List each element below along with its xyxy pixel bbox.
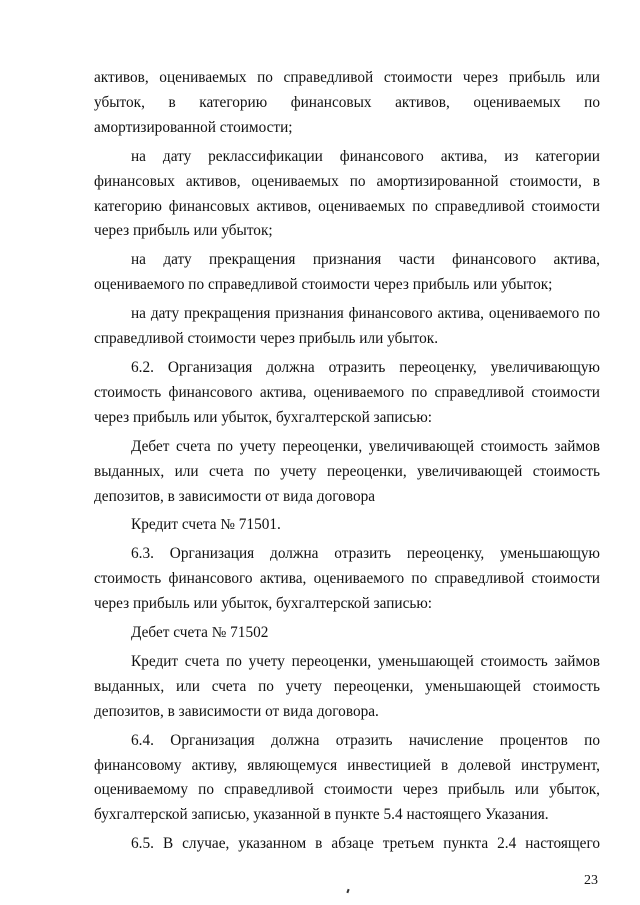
paragraph-6-5: 6.5. В случае, указанном в абзаце третьем пункта 2.4 настоящего	[131, 835, 600, 853]
scan-artifact	[346, 889, 349, 893]
paragraph-credit-decrease: Кредит счета по учету переоценки, уменьшающей стоимость займов выданных, или счета по учету переоценки, уменьшающей стоимость депозитов, в зависимости от вида договора.	[94, 652, 600, 720]
page-number: 23	[584, 873, 598, 888]
document-body	[94, 66, 600, 857]
paragraph-6-2: 6.2. Организация должна отразить переоценку, увеличивающую стоимость финансового актива, оцениваемого по справедливой стоимости через прибыль или убыток, бухгалтерской записью:	[94, 358, 600, 426]
paragraph-debit-increase: Дебет счета по учету переоценки, увеличивающей стоимость займов выданных, или счета по учету переоценки, увеличивающей стоимость депозитов, в зависимости от вида договора	[94, 437, 600, 505]
paragraph-6-3: 6.3. Организация должна отразить переоценку, уменьшающую стоимость финансового актива, оцениваемого по справедливой стоимости через прибыль или убыток, бухгалтерской записью:	[94, 545, 600, 613]
paragraph-derecognition-date: на дату прекращения признания финансового актива, оцениваемого по справедливой стоимости через прибыль или убыток.	[94, 305, 600, 348]
paragraph-credit-71501: Кредит счета № 71501.	[131, 516, 281, 534]
paragraph-debit-71502: Дебет счета № 71502	[131, 624, 269, 642]
paragraph-reclassification-date: на дату реклассификации финансового актива, из категории финансовых активов, оцениваемых по амортизированной стоимости, в категорию финансовых активов, оцениваемых по справедливой стоимости через прибыль или убыток;	[94, 147, 600, 240]
paragraph-continuation: активов, оцениваемых по справедливой стоимости через прибыль или убыток, в категорию финансовых активов, оцениваемых по амортизированной стоимости;	[94, 69, 600, 136]
paragraph-6-4: 6.4. Организация должна отразить начисление процентов по финансовому активу, являющемуся инвестицией в долевой инструмент, оцениваемому по справедливой стоимости через прибыль или убыток, бухгалтерской записью, указанной в пункте 5.4 настоящего Указания.	[94, 731, 600, 824]
paragraph-partial-derecognition-date: на дату прекращения признания части финансового актива, оцениваемого по справедливой стоимости через прибыль или убыток;	[94, 251, 600, 294]
